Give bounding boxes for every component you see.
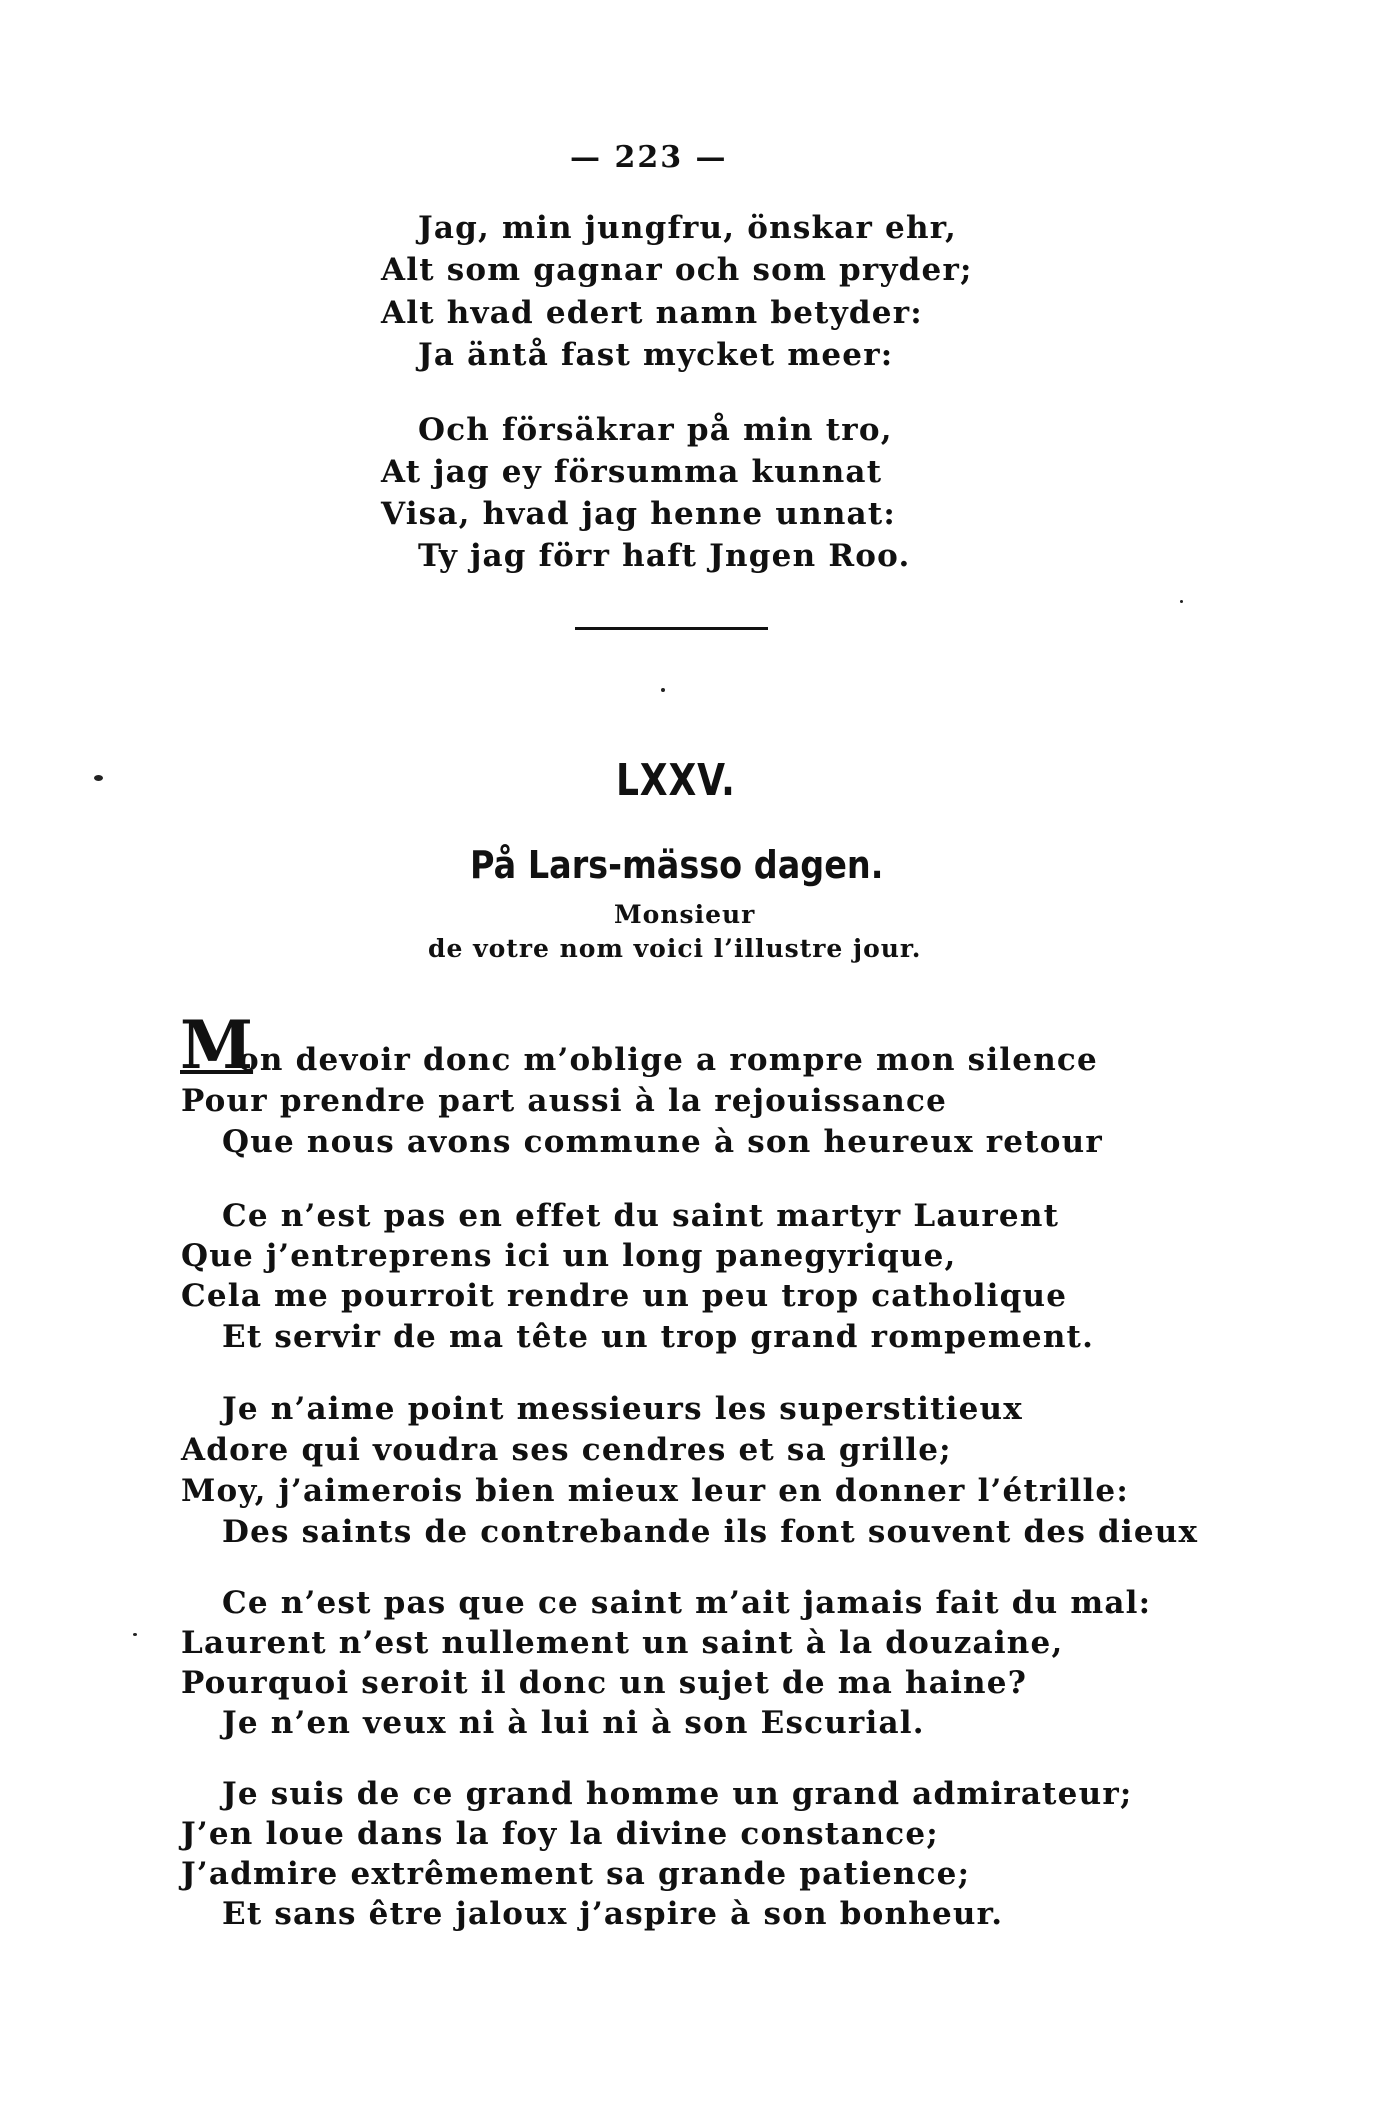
poem-line: Laurent n’est nullement un saint à la douzaine, bbox=[181, 1625, 1064, 1661]
poem-line: Je n’en veux ni à lui ni à son Escurial. bbox=[222, 1705, 925, 1741]
poem-line: Pourquoi seroit il donc un sujet de ma haine? bbox=[181, 1665, 1028, 1701]
poem-line: Pour prendre part aussi à la rejouissance bbox=[181, 1083, 948, 1119]
poem-line: Ty jag förr haft Jngen Roo. bbox=[418, 538, 911, 574]
section-divider bbox=[575, 627, 768, 630]
ink-speck bbox=[661, 688, 665, 692]
poem-line: on devoir donc m’oblige a rompre mon silence bbox=[238, 1042, 1098, 1078]
poem-line: Et servir de ma tête un trop grand rompement. bbox=[222, 1319, 1095, 1355]
poem-line: Adore qui voudra ses cendres et sa grille; bbox=[181, 1432, 952, 1468]
ink-speck bbox=[94, 775, 103, 781]
chapter-number: LXXV. bbox=[616, 755, 736, 806]
poem-line: Ce n’est pas en effet du saint martyr Laurent bbox=[222, 1198, 1060, 1234]
poem-line: Alt hvad edert namn betyder: bbox=[381, 295, 923, 331]
poem-line: Jag, min jungfru, önskar ehr, bbox=[418, 210, 957, 246]
ink-speck bbox=[133, 1633, 137, 1636]
poem-line: Ja äntå fast mycket meer: bbox=[418, 337, 894, 373]
page-number: — 223 — bbox=[570, 140, 728, 175]
poem-line: Visa, hvad jag henne unnat: bbox=[381, 496, 897, 532]
poem-line: Que nous avons commune à son heureux retour bbox=[222, 1124, 1103, 1160]
poem-line: Och försäkrar på min tro, bbox=[418, 412, 893, 448]
poem-line: Moy, j’aimerois bien mieux leur en donner l’étrille: bbox=[181, 1473, 1130, 1509]
dedication-line: de votre nom voici l’illustre jour. bbox=[428, 934, 922, 963]
dedication-line: Monsieur bbox=[614, 900, 756, 929]
poem-line: Je n’aime point messieurs les superstitieux bbox=[222, 1391, 1023, 1427]
poem-line: Alt som gagnar och som pryder; bbox=[381, 252, 973, 288]
poem-line: Et sans être jaloux j’aspire à son bonheur. bbox=[222, 1896, 1004, 1932]
chapter-title: På Lars-mässo dagen. bbox=[470, 843, 884, 887]
poem-line: J’admire extrêmement sa grande patience; bbox=[181, 1856, 971, 1892]
poem-line: Des saints de contrebande ils font souvent des dieux bbox=[222, 1514, 1199, 1550]
poem-line: Que j’entreprens ici un long panegyrique, bbox=[181, 1238, 957, 1274]
ink-speck bbox=[1180, 600, 1183, 603]
drop-cap: M bbox=[180, 1006, 254, 1084]
poem-line: Cela me pourroit rendre un peu trop catholique bbox=[181, 1278, 1068, 1314]
poem-line: At jag ey försumma kunnat bbox=[381, 454, 883, 490]
poem-line: Ce n’est pas que ce saint m’ait jamais fait du mal: bbox=[222, 1585, 1152, 1621]
poem-line: J’en loue dans la foy la divine constance; bbox=[181, 1816, 939, 1852]
poem-line: Je suis de ce grand homme un grand admirateur; bbox=[222, 1776, 1133, 1812]
